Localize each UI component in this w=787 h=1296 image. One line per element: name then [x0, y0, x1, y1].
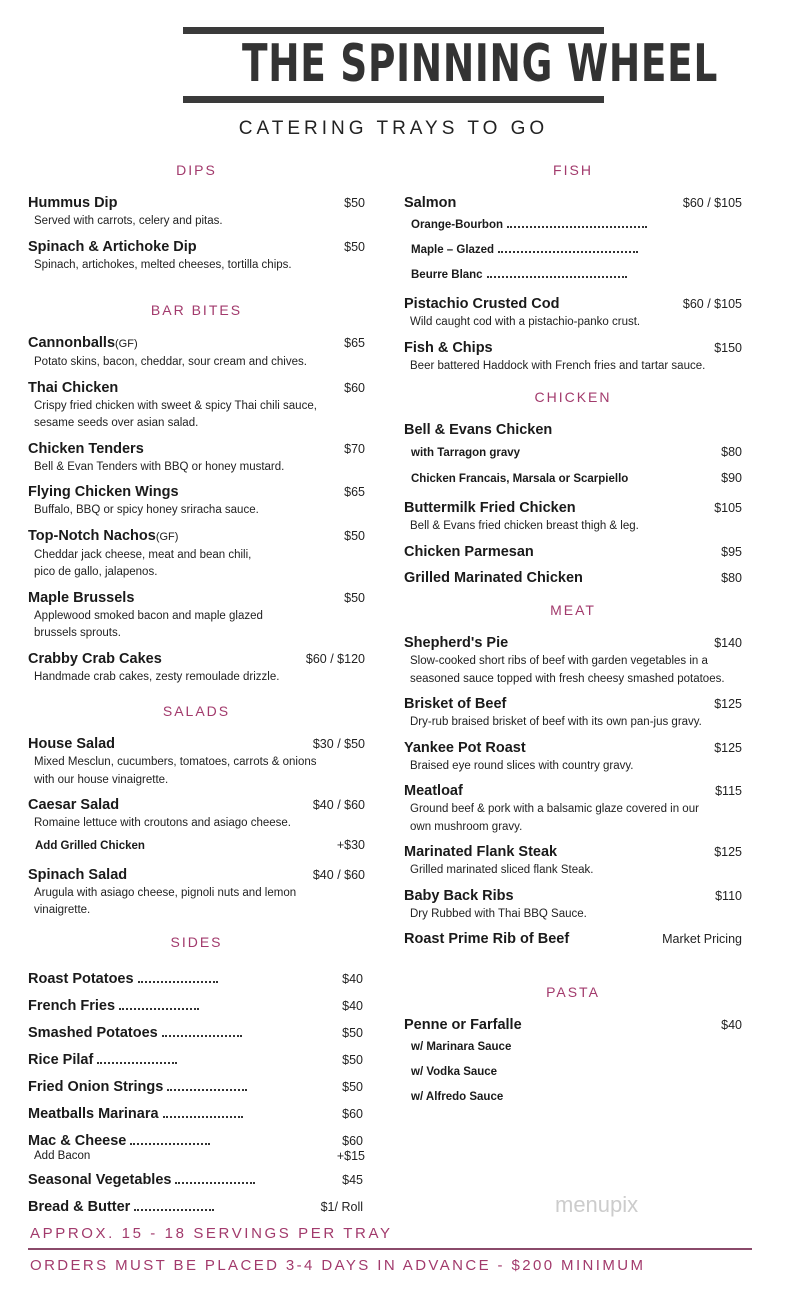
item-name: [404, 499, 576, 518]
item-price: Market Pricing: [662, 932, 742, 946]
item-description: Dry-rub braised brisket of beef with its own pan-jus gravy.: [410, 716, 702, 728]
section-heading: SALADS: [162, 703, 231, 719]
item-name: [404, 295, 560, 314]
option-label: [35, 834, 145, 859]
menu-item-row: [404, 543, 742, 562]
dot-leader: [134, 1209, 214, 1211]
side-option-price: +$15: [336, 1149, 365, 1163]
item-tag: (GF): [155, 530, 179, 543]
menu-item-row: [404, 782, 742, 801]
side-item: [28, 1020, 365, 1047]
item-name-text: Salmon: [404, 195, 457, 211]
item-tag: (GF): [115, 338, 138, 350]
item-price: $50: [344, 239, 365, 254]
item-price: $125: [714, 845, 742, 859]
item-name: [28, 334, 138, 354]
menu-item: [404, 1016, 742, 1110]
item-name: [28, 527, 178, 547]
menu-item: [28, 796, 365, 859]
right-column: [404, 0, 742, 1220]
dot-leader: [97, 1062, 177, 1064]
item-name: [28, 735, 115, 754]
menu-item: [28, 527, 365, 582]
menu-section-dips: [28, 161, 365, 281]
item-description: Braised eye round slices with country gravy.: [410, 759, 634, 772]
item-name: [404, 930, 569, 949]
menu-item-row: [28, 440, 365, 459]
item-name: [404, 421, 552, 440]
item-name: [404, 339, 493, 358]
side-name: Fried Onion Strings: [28, 1079, 164, 1095]
item-price: $125: [714, 697, 742, 711]
watermark: menupix: [555, 1192, 639, 1217]
item-name: [28, 194, 117, 213]
item-name-text: Crabby Crab Cakes: [28, 650, 162, 667]
item-description: Served with carrots, celery and pitas.: [34, 215, 223, 227]
side-option-label: Add Bacon: [34, 1150, 91, 1162]
item-price: $125: [714, 740, 742, 755]
item-name-text: Baby Back Ribs: [404, 887, 514, 904]
menu-item: [28, 483, 365, 520]
item-name-text: Chicken Tenders: [28, 440, 144, 457]
item-option: [404, 466, 742, 492]
item-price: $40 / $60: [312, 867, 365, 882]
item-price: $150: [714, 340, 742, 355]
item-name-text: Spinach Salad: [28, 866, 128, 883]
item-name-text: Marinated Flank Steak: [404, 844, 558, 860]
menu-item: [28, 735, 365, 789]
item-price: $140: [714, 636, 742, 650]
menu-item: [28, 334, 365, 372]
menu-item-row: [28, 334, 365, 354]
item-price: $65: [344, 485, 365, 499]
item-name-text: Bell & Evans Chicken: [404, 422, 553, 438]
item-name-text: Top-Notch Nachos: [28, 527, 156, 544]
menu-section-bar-bites: [28, 301, 365, 693]
item-name: [404, 634, 508, 653]
menu-item: [404, 782, 742, 836]
option-label-text: Orange-Bourbon: [411, 219, 503, 231]
menu-item: [404, 421, 742, 492]
item-name: [404, 1016, 522, 1035]
item-name-text: Cannonballs: [28, 335, 116, 351]
item-name-text: Meatloaf: [404, 783, 463, 799]
item-name-text: Shepherd's Pie: [404, 635, 509, 651]
menu-item: [404, 739, 742, 776]
side-price: $1/ Roll: [320, 1200, 363, 1214]
side-name: Mac & Cheese: [28, 1133, 127, 1149]
restaurant-title: THE SPINNING WHEEL: [241, 34, 719, 94]
option-label-text: w/ Vodka Sauce: [411, 1066, 498, 1078]
item-description: Spinach, artichokes, melted cheeses, tortilla chips.: [34, 258, 292, 271]
side-price: $45: [342, 1173, 363, 1187]
item-price: $110: [715, 888, 742, 903]
menu-item-row: [404, 421, 742, 440]
menu-item-row: [404, 194, 742, 213]
section-heading: MEAT: [550, 602, 596, 618]
item-name-text: Buttermilk Fried Chicken: [404, 500, 576, 516]
item-name-text: Penne or Farfalle: [404, 1017, 522, 1033]
item-name-text: Caesar Salad: [28, 797, 120, 813]
menu-item-row: [28, 483, 365, 502]
side-name: Meatballs Marinara: [28, 1106, 159, 1122]
item-description: Dry Rubbed with Thai BBQ Sauce.: [410, 907, 587, 920]
menu-item-row: [404, 887, 742, 906]
option-price: $90: [721, 471, 742, 485]
option-label: [411, 238, 638, 263]
item-price: $65: [344, 336, 365, 350]
option-label-text: w/ Alfredo Sauce: [411, 1091, 504, 1103]
item-name-text: Fish & Chips: [404, 339, 493, 356]
menu-item: [404, 339, 742, 376]
servings-note: APPROX. 15 - 18 SERVINGS PER TRAY: [30, 1225, 393, 1242]
item-name: [28, 650, 162, 669]
item-price: $105: [714, 501, 742, 515]
item-description: Wild caught cod with a pistachio-panko crust.: [410, 316, 641, 328]
item-description: Buffalo, BBQ or spicy honey sriracha sauce.: [34, 504, 259, 516]
item-description: Beer battered Haddock with French fries and tartar sauce.: [410, 359, 706, 372]
dot-leader: [130, 1143, 210, 1145]
side-item: [28, 966, 365, 993]
item-option: [404, 263, 742, 288]
dot-leader: [507, 226, 647, 228]
subtitle: CATERING TRAYS TO GO: [238, 118, 549, 139]
item-option: [404, 1085, 742, 1110]
item-name: [404, 569, 583, 588]
item-option: [404, 1060, 742, 1085]
item-price: $60 / $105: [682, 196, 742, 210]
dot-leader: [167, 1089, 247, 1091]
side-price: $50: [342, 1026, 363, 1040]
side-item: [28, 1194, 365, 1221]
item-name: [28, 589, 134, 608]
item-price: $60 / $120: [305, 651, 365, 666]
item-name-text: House Salad: [28, 736, 116, 752]
menu-section-chicken: [404, 388, 742, 595]
side-price: $60: [342, 1107, 363, 1121]
menu-section-salads: [28, 702, 365, 927]
item-description: Mixed Mesclun, cucumbers, tomatoes, carrots & onions: [34, 756, 317, 768]
menu-item-row: [404, 930, 742, 949]
menu-item: [404, 695, 742, 732]
item-option: [404, 238, 742, 263]
option-label-text: Beurre Blanc: [411, 269, 483, 281]
side-name: Smashed Potatoes: [28, 1025, 158, 1041]
item-name: [28, 238, 197, 257]
side-item: [28, 1074, 365, 1101]
menu-item-row: [28, 735, 365, 754]
side-price: $50: [342, 1080, 363, 1094]
item-price: $50: [344, 590, 365, 605]
menu-section-pasta: [404, 983, 742, 1117]
item-price: $50: [344, 528, 365, 543]
menu-item: [28, 238, 365, 275]
menu-item: [28, 379, 365, 433]
dot-leader: [162, 1035, 242, 1037]
item-name-text: Thai Chicken: [28, 379, 119, 396]
item-name-text: Grilled Marinated Chicken: [404, 569, 583, 586]
item-description: Crispy fried chicken with sweet & spicy Thai chili sauce,: [34, 399, 317, 412]
item-description: pico de gallo, jalapenos.: [34, 566, 158, 578]
side-price: $40: [342, 972, 363, 986]
item-name-text: Roast Prime Rib of Beef: [404, 931, 570, 947]
menu-item-row: [404, 339, 742, 358]
item-name: [28, 866, 127, 885]
menu-item-row: [28, 527, 365, 547]
dot-leader: [487, 276, 627, 278]
menu-item: [404, 843, 742, 880]
option-label: [411, 467, 628, 492]
item-description: sesame seeds over asian salad.: [34, 417, 199, 429]
menu-item-row: [28, 194, 365, 213]
item-name: [404, 695, 506, 714]
item-description: Potato skins, bacon, cheddar, sour cream and chives.: [34, 356, 307, 368]
side-price: $40: [342, 999, 363, 1013]
menu-item-row: [404, 739, 742, 758]
item-name: [404, 782, 463, 801]
item-price: $95: [721, 544, 742, 559]
side-name: Roast Potatoes: [28, 971, 134, 987]
side-name: French Fries: [28, 998, 116, 1014]
menu-item: [28, 194, 365, 231]
side-item: [28, 993, 365, 1020]
option-label: [411, 1085, 503, 1110]
item-price: $60: [344, 380, 365, 395]
item-name: [28, 379, 118, 398]
item-description: Arugula with asiago cheese, pignoli nuts and lemon: [34, 886, 297, 899]
section-heading: BAR BITES: [150, 302, 243, 318]
item-name-text: Hummus Dip: [28, 195, 118, 211]
menu-item-row: [28, 379, 365, 398]
item-description: seasoned sauce topped with fresh cheesy smashed potatoes.: [410, 672, 725, 685]
dot-leader: [119, 1008, 199, 1010]
item-price: $60 / $105: [682, 297, 742, 311]
item-price: $80: [721, 570, 742, 585]
item-name-text: Pistachio Crusted Cod: [404, 296, 560, 312]
item-name: [404, 194, 456, 213]
item-name-text: Chicken Parmesan: [404, 543, 534, 560]
item-description: Ground beef & pork with a balsamic glaze covered in our: [410, 803, 699, 815]
item-description: vinaigrette.: [34, 904, 91, 916]
item-option: [404, 440, 742, 466]
menu-item-row: [404, 1016, 742, 1035]
item-name-text: Yankee Pot Roast: [404, 739, 526, 756]
item-description: Slow-cooked short ribs of beef with garden vegetables in a: [410, 655, 708, 667]
side-price: $50: [342, 1053, 363, 1067]
section-heading: SIDES: [170, 934, 223, 950]
option-price: +$30: [336, 837, 365, 852]
item-name: [28, 796, 119, 815]
item-price: $70: [344, 441, 365, 456]
side-option: [28, 1149, 365, 1163]
item-option: [28, 833, 365, 859]
item-price: $40: [721, 1018, 742, 1032]
item-name-text: Brisket of Beef: [404, 696, 507, 712]
option-label: [411, 213, 647, 238]
section-heading: DIPS: [176, 162, 217, 178]
item-price: $50: [344, 196, 365, 210]
item-description: Grilled marinated sliced flank Steak.: [410, 864, 594, 876]
option-label: [411, 263, 627, 288]
menu-item-row: [404, 634, 742, 653]
option-label: [411, 1060, 497, 1085]
menu-item: [404, 887, 742, 924]
item-name: [404, 843, 557, 862]
option-label-text: Chicken Francais, Marsala or Scarpiello: [411, 473, 629, 485]
item-name: [28, 483, 179, 502]
item-description: Cheddar jack cheese, meat and bean chili,: [34, 548, 252, 561]
side-item: [28, 1101, 365, 1128]
item-name-text: Maple Brussels: [28, 589, 135, 606]
side-item: [28, 1167, 365, 1194]
orders-note: ORDERS MUST BE PLACED 3-4 DAYS IN ADVANCE - $200 MINIMUM: [30, 1257, 646, 1274]
menu-item: [28, 589, 365, 643]
dot-leader: [138, 981, 218, 983]
menu-item: [404, 930, 742, 949]
menu-item: [28, 440, 365, 477]
menu-item: [404, 499, 742, 536]
menu-item-row: [28, 866, 365, 885]
item-description: with our house vinaigrette.: [34, 773, 169, 786]
item-description: brussels sprouts.: [34, 627, 121, 639]
menu-item-row: [404, 295, 742, 314]
menu-section-sides: [28, 933, 365, 1221]
item-name-text: Flying Chicken Wings: [28, 484, 179, 500]
option-label-text: w/ Marinara Sauce: [411, 1041, 512, 1053]
section-heading: FISH: [553, 162, 593, 178]
menu-item-row: [404, 695, 742, 714]
menu-item: [404, 295, 742, 332]
menu-item-row: [28, 589, 365, 608]
item-description: own mushroom gravy.: [410, 820, 523, 833]
side-name: Rice Pilaf: [28, 1052, 94, 1068]
option-label-text: Add Grilled Chicken: [35, 839, 145, 852]
item-description: Handmade crab cakes, zesty remoulade drizzle.: [34, 670, 280, 683]
menu-item-row: [404, 499, 742, 518]
menu-item: [404, 543, 742, 562]
menu-item-row: [28, 796, 365, 815]
item-price: $115: [715, 784, 742, 798]
side-price: $60: [342, 1134, 363, 1148]
item-description: Applewood smoked bacon and maple glazed: [34, 609, 263, 622]
menu-item: [404, 634, 742, 688]
item-price: $40 / $60: [312, 798, 365, 812]
item-name: [404, 543, 534, 562]
option-label: [411, 441, 520, 466]
menu-item: [404, 194, 742, 288]
option-label-text: Maple – Glazed: [411, 244, 495, 256]
item-name: [404, 739, 526, 758]
option-price: $80: [721, 445, 742, 459]
item-description: Romaine lettuce with croutons and asiago cheese.: [34, 817, 291, 829]
left-column: [28, 0, 365, 1220]
item-option: [404, 1035, 742, 1060]
option-label: [411, 1035, 511, 1060]
menu-item: [404, 569, 742, 588]
menu-item: [28, 866, 365, 920]
menu-item-row: [404, 569, 742, 588]
item-name: [404, 887, 514, 906]
menu-item-row: [28, 650, 365, 669]
item-option: [404, 213, 742, 238]
item-description: Bell & Evans fried chicken breast thigh & leg.: [410, 520, 639, 532]
section-heading: CHICKEN: [534, 389, 612, 405]
footer-divider: [28, 1248, 752, 1250]
item-name-text: Spinach & Artichoke Dip: [28, 238, 197, 255]
menu-item-row: [404, 843, 742, 862]
side-name: Seasonal Vegetables: [28, 1172, 172, 1188]
dot-leader: [175, 1182, 255, 1184]
dot-leader: [163, 1116, 243, 1118]
menu-item: [28, 650, 365, 687]
item-name: [28, 440, 144, 459]
dot-leader: [498, 251, 638, 253]
side-name: Bread & Butter: [28, 1199, 131, 1215]
menu-section-meat: [404, 601, 742, 956]
menu-item-row: [28, 238, 365, 257]
menu-section-fish: [404, 161, 742, 382]
item-description: Bell & Evan Tenders with BBQ or honey mustard.: [34, 460, 285, 473]
item-price: $30 / $50: [312, 737, 365, 751]
option-label-text: with Tarragon gravy: [411, 447, 521, 459]
section-heading: PASTA: [546, 984, 600, 1000]
side-item: [28, 1047, 365, 1074]
